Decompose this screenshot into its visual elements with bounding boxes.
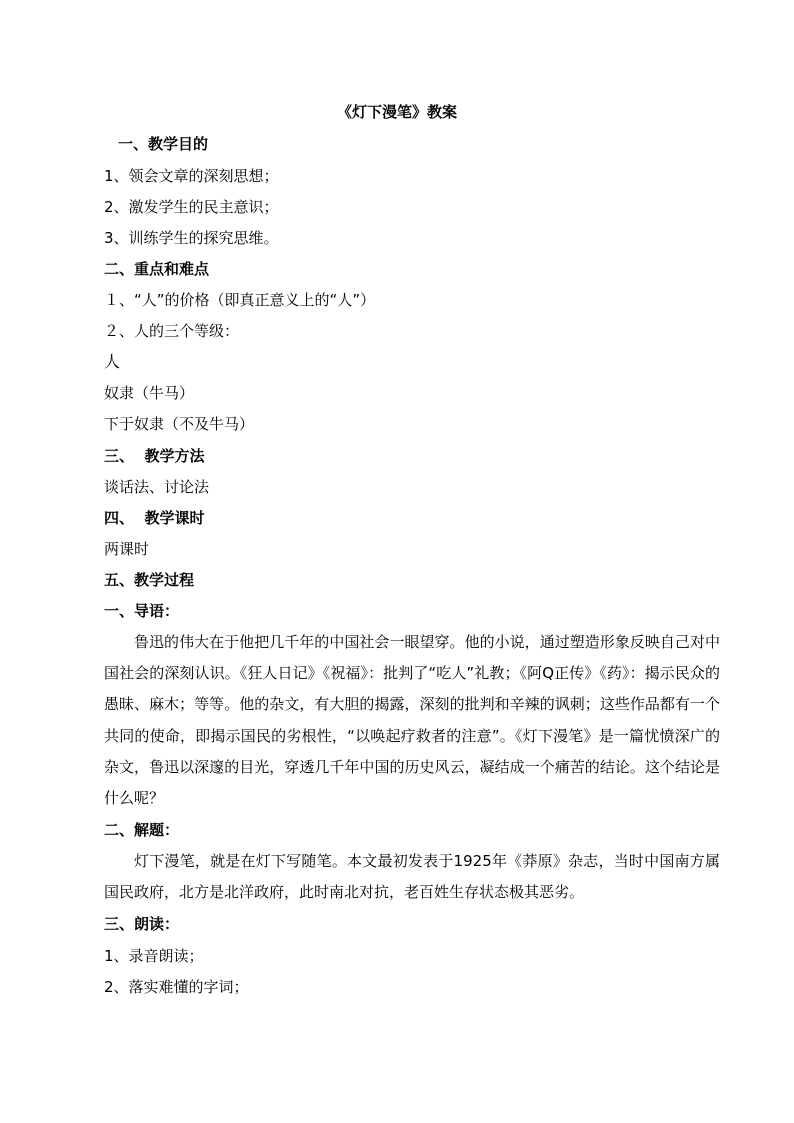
title-explanation-paragraph: 灯下漫笔，就是在灯下写随笔。本文最初发表于1925年《莽原》杂志，当时中国南方属国民政府，北方是北洋政府，此时南北对抗，老百姓生存状态极其恶劣。 [104, 852, 720, 902]
human-level-item: 人 [104, 352, 121, 371]
class-hours-text: 两课时 [104, 540, 150, 558]
section-heading-class-hours: 四、 教学课时 [104, 509, 205, 527]
section-heading-key-points: 二、重点和难点 [104, 260, 210, 278]
objective-item: 3、训练学生的探究思维。 [104, 229, 279, 247]
introduction-paragraph: 鲁迅的伟大在于他把几千年的中国社会一眼望穿。他的小说，通过塑造形象反映自己对中国社会的深刻认识。《狂人日记》《祝福》：批判了“吃人”礼教；《阿Q正传》《药》：揭示民众的愚昧、麻木；等等。他的杂文，有大胆的揭露，深刻的批判和辛辣的讽刺；这些作品都有一个共同的使命，即揭示国民的劣根性，“以唤起疗救者的注意”。《灯下漫笔》是一篇忧愤深广的杂文，鲁迅以深邃的目光，穿透几千年中国的历史风云，凝结成一个痛苦的结论。这个结论是什么呢？ [104, 633, 720, 808]
subheading-reading: 三、朗读： [104, 915, 180, 933]
subheading-title-explanation: 二、解题： [104, 821, 180, 839]
objective-item: 2、激发学生的民主意识； [104, 198, 279, 216]
reading-item: 2、落实难懂的字词； [104, 978, 249, 996]
key-point-item: ２、人的三个等级： [104, 322, 240, 340]
key-point-item: １、“人”的价格（即真正意义上的“人”） [104, 291, 376, 309]
reading-item: 1、录音朗读； [104, 947, 204, 965]
section-heading-process: 五、教学过程 [104, 571, 195, 589]
objective-item: 1、领会文章的深刻思想； [104, 167, 279, 185]
human-level-item: 下于奴隶（不及牛马） [104, 415, 255, 433]
document-title: 《灯下漫笔》教案 [336, 103, 457, 121]
methods-text: 谈话法、讨论法 [104, 478, 210, 496]
section-heading-objectives: 一、教学目的 [118, 135, 209, 153]
human-level-item: 奴隶（牛马） [104, 384, 195, 402]
section-heading-methods: 三、 教学方法 [104, 447, 205, 465]
subheading-introduction: 一、导语： [104, 602, 180, 620]
